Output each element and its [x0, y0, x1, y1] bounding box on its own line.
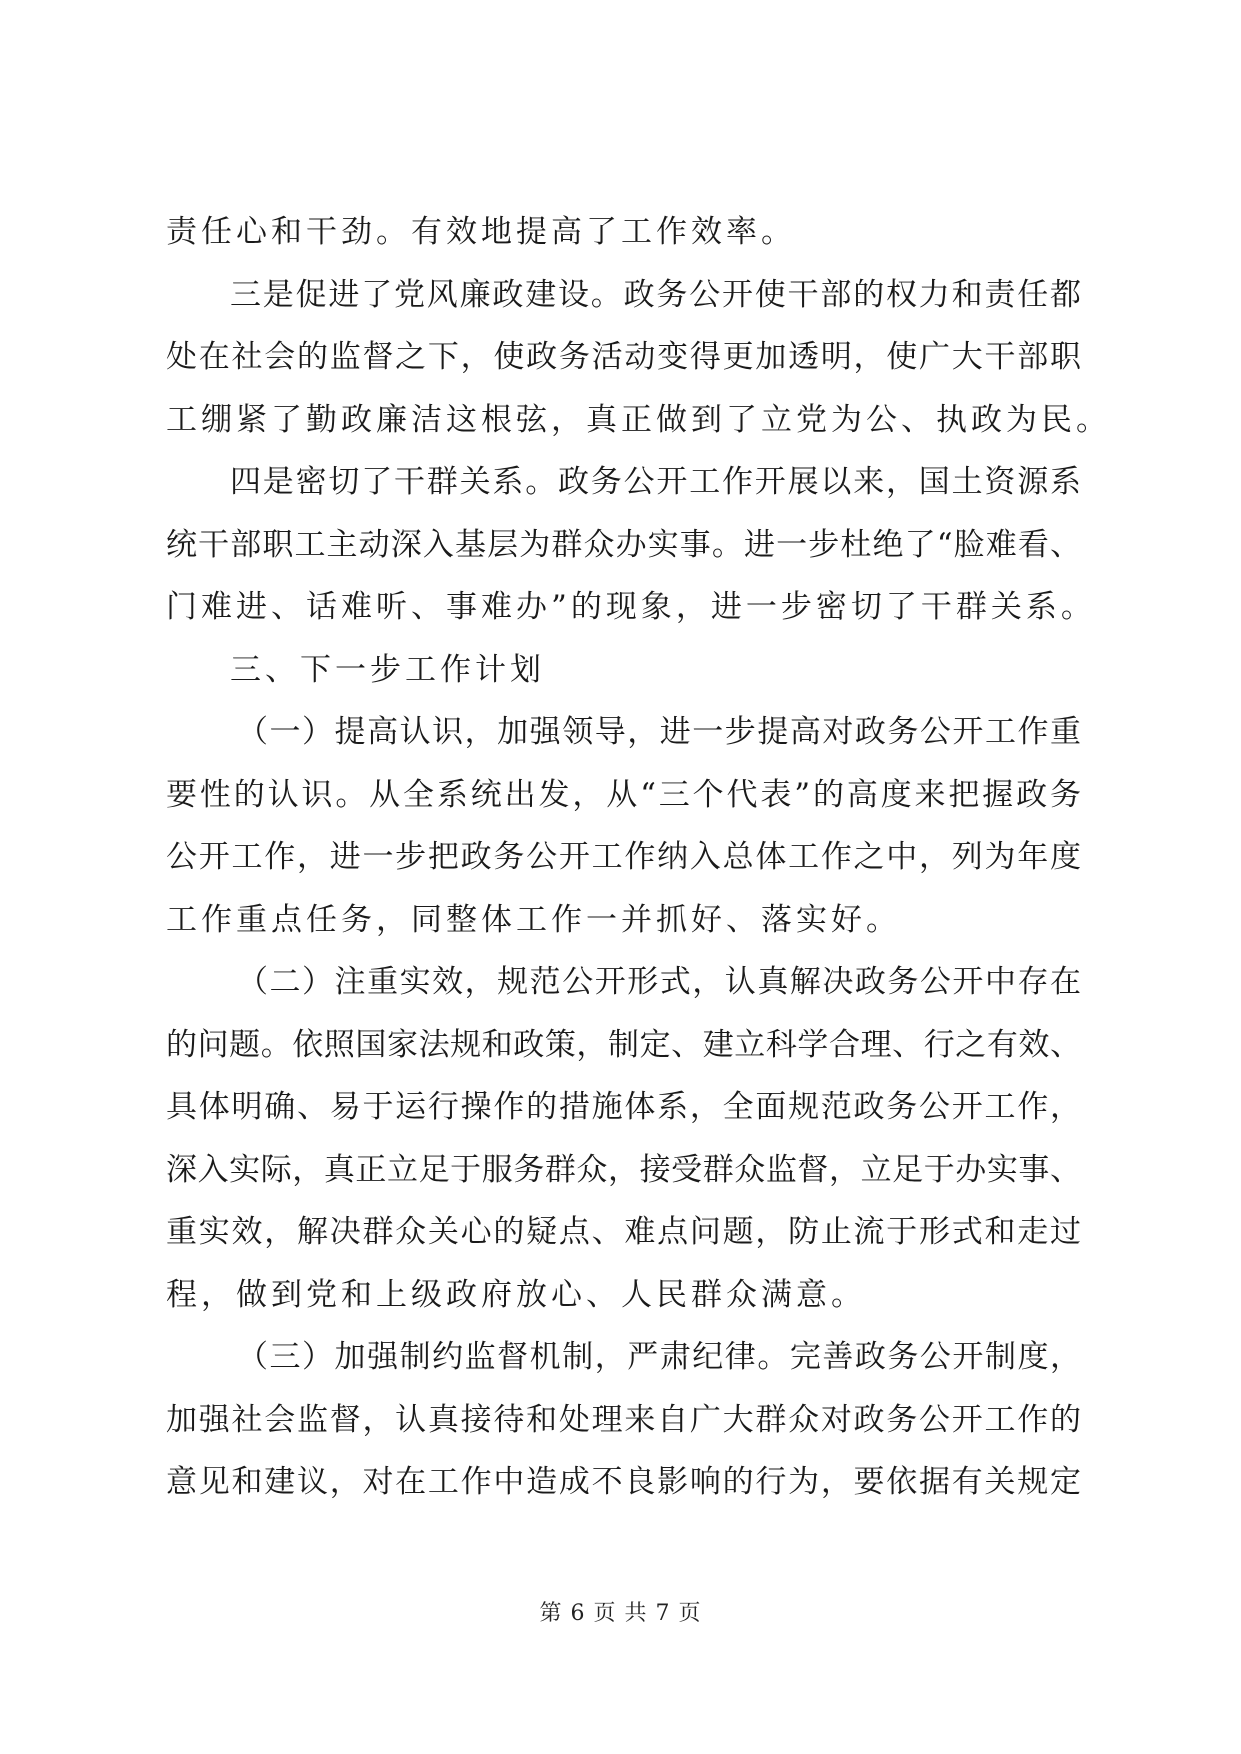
paragraph-line: 程，做到党和上级政府放心、人民群众满意。: [166, 1276, 866, 1313]
paragraph-line: 重实效，解决群众关心的疑点、难点问题，防止流于形式和走过: [166, 1214, 1081, 1250]
section-heading: 三、下一步工作计划: [230, 651, 545, 688]
paragraph-line: 处在社会的监督之下，使政务活动变得更加透明，使广大干部职: [166, 339, 1081, 375]
paragraph-line: 要性的认识。从全系统出发，从“三个代表”的高度来把握政务: [166, 776, 1081, 813]
paragraph-line: 三是促进了党风廉政建设。政务公开使干部的权力和责任都: [230, 276, 1081, 313]
paragraph-line: 加强社会监督，认真接待和处理来自广大群众对政务公开工作的: [166, 1401, 1081, 1438]
paragraph-line: 四是密切了干群关系。政务公开工作开展以来，国土资源系: [230, 464, 1081, 500]
paragraph-line: 工绷紧了勤政廉洁这根弦，真正做到了立党为公、执政为民。: [166, 401, 1111, 438]
paragraph-line: （一）提高认识，加强领导，进一步提高对政务公开工作重: [237, 714, 1081, 750]
paragraph-line: 的问题。依照国家法规和政策，制定、建立科学合理、行之有效、: [166, 1026, 1081, 1063]
paragraph-line: 统干部职工主动深入基层为群众办实事。进一步杜绝了“脸难看、: [166, 526, 1081, 563]
paragraph-line: 责任心和干劲。有效地提高了工作效率。: [166, 214, 796, 250]
paragraph-line: 门难进、话难听、事难办”的现象，进一步密切了干群关系。: [166, 589, 1096, 625]
paragraph-line: 深入实际，真正立足于服务群众，接受群众监督，立足于办实事、: [166, 1151, 1081, 1188]
paragraph-line: （三）加强制约监督机制，严肃纪律。完善政务公开制度，: [237, 1339, 1081, 1375]
paragraph-line: 具体明确、易于运行操作的措施体系，全面规范政务公开工作，: [166, 1089, 1081, 1125]
page-number-footer: 第 6 页 共 7 页: [539, 1601, 702, 1626]
paragraph-line: 工作重点任务，同整体工作一并抓好、落实好。: [166, 901, 901, 938]
document-body: [166, 201, 1111, 1514]
paragraph-line: （二）注重实效，规范公开形式，认真解决政务公开中存在: [237, 964, 1081, 1000]
paragraph-line: 意见和建议，对在工作中造成不良影响的行为，要依据有关规定: [166, 1464, 1081, 1500]
paragraph-line: 公开工作，进一步把政务公开工作纳入总体工作之中，列为年度: [166, 839, 1081, 875]
